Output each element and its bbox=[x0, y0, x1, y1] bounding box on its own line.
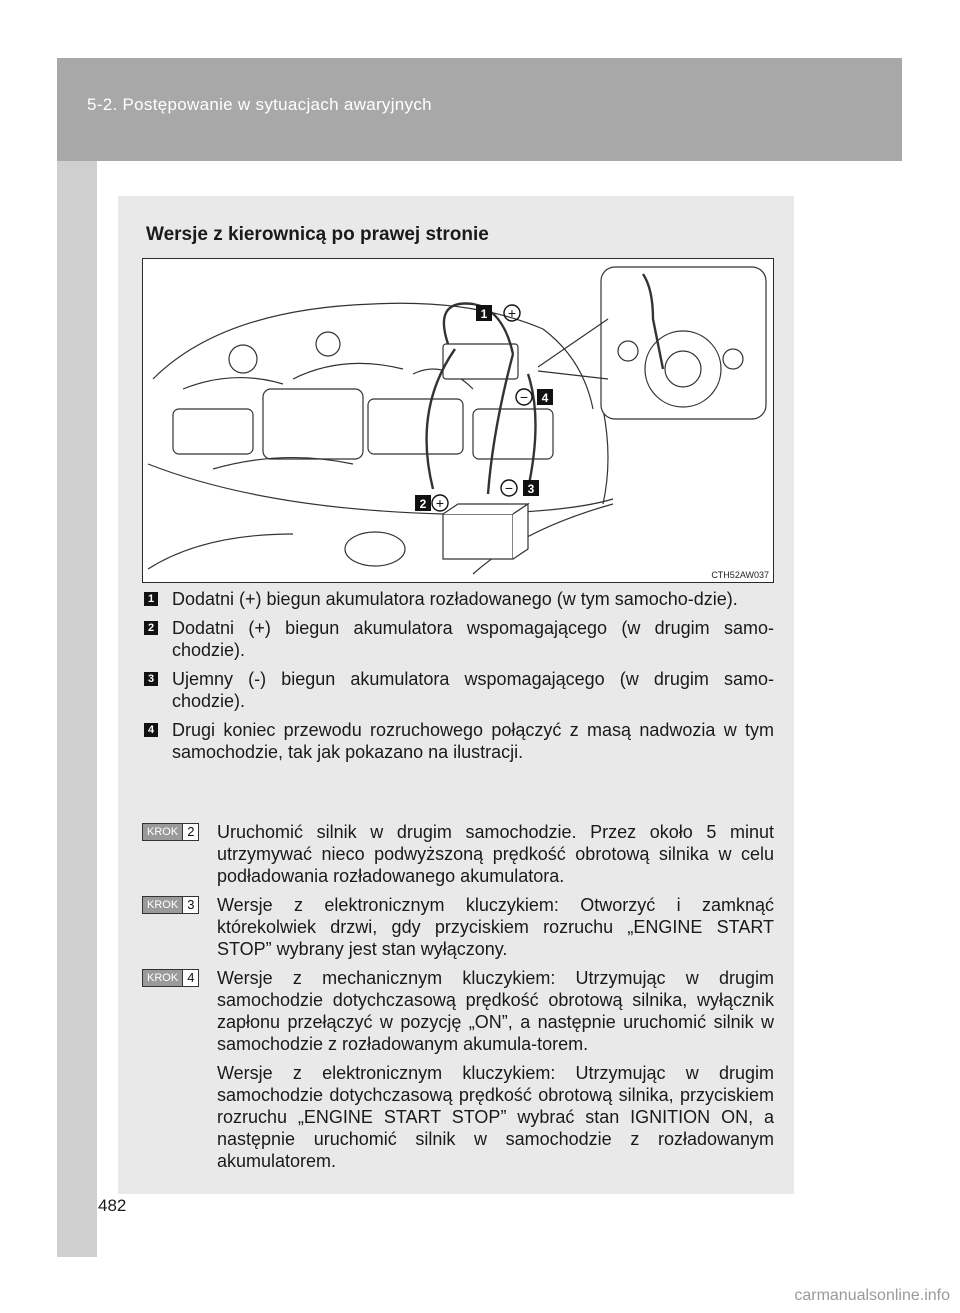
item-number-badge: 2 bbox=[144, 621, 158, 635]
step-label: KROK bbox=[143, 897, 182, 913]
watermark: carmanualsonline.info bbox=[794, 1287, 950, 1304]
svg-text:2: 2 bbox=[419, 497, 427, 511]
step-number: 4 bbox=[182, 970, 198, 986]
step-text: Uruchomić silnik w drugim samochodzie. Przez około 5 minut utrzymywać nieco podwyższoną prędkość obrotową silnika w celu podładowania rozładowanego akumulatora. bbox=[217, 822, 774, 886]
item-number-badge: 3 bbox=[144, 672, 158, 686]
section-title: Wersje z kierownicą po prawej stronie bbox=[146, 224, 489, 245]
item-text: Dodatni (+) biegun akumulatora wspomagającego (w drugim samo-chodzie). bbox=[172, 618, 774, 660]
svg-text:−: − bbox=[504, 480, 514, 496]
svg-text:3: 3 bbox=[527, 482, 535, 496]
step-item bbox=[142, 967, 774, 1172]
svg-text:−: − bbox=[519, 389, 529, 405]
step-list bbox=[142, 821, 774, 1179]
step-number: 2 bbox=[182, 824, 198, 840]
svg-text:+: + bbox=[435, 495, 445, 511]
svg-text:+: + bbox=[507, 305, 517, 321]
page-header bbox=[57, 58, 902, 161]
item-text: Ujemny (-) biegun akumulatora wspomagającego (w drugim samo-chodzie). bbox=[172, 669, 774, 711]
figure-code: CTH52AW037 bbox=[711, 570, 769, 580]
callout-2 bbox=[415, 495, 448, 511]
item-number-badge: 4 bbox=[144, 723, 158, 737]
step-text: Wersje z mechanicznym kluczykiem: Utrzymując w drugim samochodzie dotychczasową prędkość obrotową silnika, wyłącznik zapłonu przełączyć w pozycję „ON”, a następnie uruchomić silnik w samochodzie z rozładowanym akumula-torem. bbox=[217, 968, 774, 1054]
step-text: Wersje z elektronicznym kluczykiem: Otworzyć i zamknąć którekolwiek drzwi, gdy przyciskiem rozruchu „ENGINE START STOP” wybrany jest stan wyłączony. bbox=[217, 895, 774, 959]
svg-text:1: 1 bbox=[480, 307, 488, 321]
connection-list bbox=[142, 588, 774, 770]
step-badge bbox=[142, 896, 199, 914]
step-badge bbox=[142, 823, 199, 841]
step-item bbox=[142, 821, 774, 887]
step-badge bbox=[142, 969, 199, 987]
step-text: Wersje z elektronicznym kluczykiem: Utrzymując w drugim samochodzie dotychczasową prędkość obrotową silnika, przyciskiem rozruchu „ENGINE START STOP” wybrać stan IGNITION ON, a następnie uruchomić silnik w samochodzie z rozładowanym akumulatorem. bbox=[217, 1063, 774, 1171]
step-label: KROK bbox=[143, 970, 182, 986]
step-item bbox=[142, 894, 774, 960]
svg-text:4: 4 bbox=[541, 391, 549, 405]
breadcrumb: 5-2. Postępowanie w sytuacjach awaryjnych bbox=[87, 95, 432, 114]
step-label: KROK bbox=[143, 824, 182, 840]
item-text: Drugi koniec przewodu rozruchowego połączyć z masą nadwozia w tym samochodzie, tak jak pokazano na ilustracji. bbox=[172, 720, 774, 762]
list-item bbox=[142, 617, 774, 661]
page-number: 482 bbox=[98, 1196, 127, 1215]
callout-3 bbox=[501, 480, 539, 496]
item-number-badge: 1 bbox=[144, 592, 158, 606]
left-margin-bar bbox=[57, 161, 97, 1257]
step-number: 3 bbox=[182, 897, 198, 913]
list-item bbox=[142, 588, 774, 610]
list-item bbox=[142, 719, 774, 763]
item-text: Dodatni (+) biegun akumulatora rozładowanego (w tym samocho-dzie). bbox=[172, 589, 738, 609]
list-item bbox=[142, 668, 774, 712]
engine-drawing bbox=[143, 259, 773, 582]
engine-illustration bbox=[142, 258, 774, 583]
